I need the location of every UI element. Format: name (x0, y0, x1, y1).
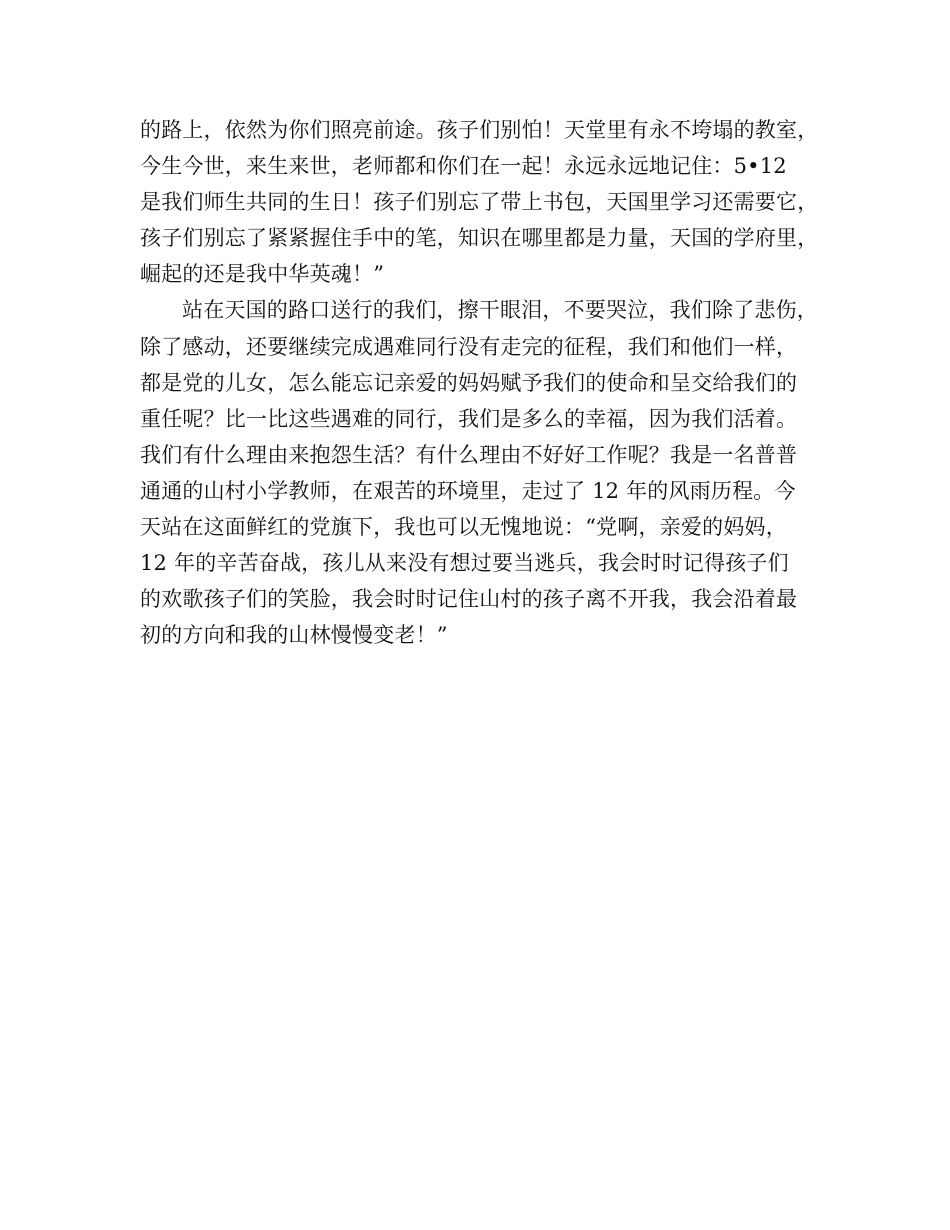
text-line: 重任呢？比一比这些遇难的同行，我们是多么的幸福，因为我们活着。 (140, 406, 798, 431)
text-line: 是我们师生共同的生日！孩子们别忘了带上书包，天国里学习还需要它， (140, 190, 819, 215)
text-line: 崛起的还是我中华英魂！” (140, 262, 385, 287)
text-line: 通通的山村小学教师，在艰苦的环境里，走过了 12 年的风雨历程。今 (140, 478, 796, 503)
text-line: 我们有什么理由来抱怨生活？有什么理由不好好工作呢？我是一名普普 (140, 442, 798, 467)
text-line: 初的方向和我的山林慢慢变老！” (140, 623, 448, 648)
text-line: 天站在这面鲜红的党旗下，我也可以无愧地说：“党啊，亲爱的妈妈， (140, 515, 787, 540)
text-line: 的欢歌孩子们的笑脸，我会时时记住山村的孩子离不开我，我会沿着最 (140, 587, 798, 612)
text-line: 孩子们别忘了紧紧握住手中的笔，知识在哪里都是力量，天国的学府里， (140, 226, 819, 251)
text-line: 除了感动，还要继续完成遇难同行没有走完的征程，我们和他们一样， (140, 334, 798, 359)
paragraph-start-line: 站在天国的路口送行的我们，擦干眼泪，不要哭泣，我们除了悲伤， (182, 298, 818, 323)
text-line: 的路上，依然为你们照亮前途。孩子们别怕！天堂里有永不垮塌的教室， (140, 118, 819, 142)
text-line: 都是党的儿女，怎么能忘记亲爱的妈妈赋予我们的使命和呈交给我们的 (140, 370, 798, 395)
body-text (140, 112, 840, 653)
text-line: 12 年的辛苦奋战，孩儿从来没有想过要当逃兵，我会时时记得孩子们 (140, 551, 789, 576)
text-line: 今生今世，来生来世，老师都和你们在一起！永远永远地记住：5•12 (140, 154, 787, 179)
